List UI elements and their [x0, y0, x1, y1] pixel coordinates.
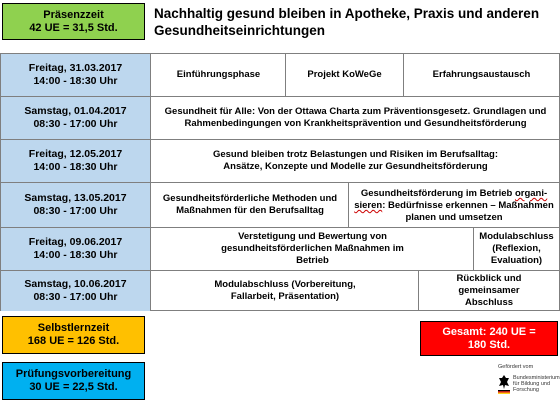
pruefungsvorbereitung-value: 30 UE = 22,5 Std.: [29, 381, 118, 393]
session-5-cell-2: Modulabschluss (Reflexion, Evaluation): [479, 231, 554, 266]
session-date-1: [1, 54, 151, 96]
time-text: 08:30 - 17:00 Uhr: [33, 205, 118, 217]
date-text: Samstag, 10.06.2017: [24, 278, 127, 290]
time-text: 08:30 - 17:00 Uhr: [33, 118, 118, 130]
praesenzzeit-value: 42 UE = 31,5 Std.: [29, 21, 118, 34]
date-text: Freitag, 09.06.2017: [28, 236, 123, 248]
praesenzzeit-title: Präsenzzeit: [43, 8, 104, 21]
eagle-icon: [498, 374, 510, 394]
date-text: Freitag, 12.05.2017: [28, 148, 123, 160]
gesamt-line-2: 180 Std.: [467, 338, 511, 351]
session-date-4: [1, 183, 151, 227]
bmbf-logo: [496, 364, 558, 406]
session-3-cell-1: Gesund bleiben trotz Belastungen und Risiken im Berufsalltag: Ansätze, Konzepte und Modelle zur Gesundheitsförderung: [212, 149, 499, 172]
cell-text-underlined: organi-: [514, 188, 548, 199]
session-6-cell-1: Modulabschluss (Vorbereitung, Fallarbeit, Präsentation): [214, 279, 356, 302]
cell-text: Gesundheitsförderung im Betrieb: [360, 188, 515, 199]
date-text: Samstag, 13.05.2017: [24, 192, 127, 204]
gesamt-box: [420, 321, 558, 356]
time-text: 14:00 - 18:30 Uhr: [33, 75, 118, 87]
session-5-cell-1: Verstetigung und Bewertung von gesundheitsförderlichen Maßnahmen im Betrieb: [221, 231, 404, 266]
session-6-cell-2: Rückblick und gemeinsamer Abschluss: [456, 273, 522, 308]
gefoerdert-text: Gefördert vom: [498, 364, 534, 370]
session-date-5: [1, 228, 151, 270]
date-text: Freitag, 31.03.2017: [28, 62, 123, 74]
pruefungsvorbereitung-box: [2, 362, 145, 400]
session-1-cell-2: Projekt KoWeGe: [307, 69, 382, 80]
gesamt-line-1: Gesamt: 240 UE =: [442, 325, 536, 338]
session-4-cell-1: Gesundheitsförderliche Methoden und Maßnahmen für den Berufsalltag: [162, 193, 338, 216]
session-1-cell-1: Einführungsphase: [176, 69, 261, 80]
selbstlernzeit-box: [2, 316, 145, 354]
ministry-text: Bundesministerium für Bildung und Forschung: [513, 375, 560, 393]
time-text: 14:00 - 18:30 Uhr: [33, 249, 118, 261]
session-date-3: [1, 140, 151, 182]
date-text: Samstag, 01.04.2017: [24, 105, 127, 117]
session-1-cell-3: Erfahrungsaustausch: [432, 69, 531, 80]
session-date-2: [1, 97, 151, 139]
selbstlernzeit-value: 168 UE = 126 Std.: [27, 335, 120, 347]
schedule-grid: [0, 53, 560, 311]
session-2-cell-1: Gesundheit für Alle: Von der Ottawa Charta zum Präventionsgesetz. Grundlagen und Rahmenbedingungen von Krankheitsprävention und Gesundheitsförderung: [164, 106, 547, 129]
page-title: Nachhaltig gesund bleiben in Apotheke, Praxis und anderen Gesundheitseinrichtungen: [154, 6, 540, 38]
selbstlernzeit-title: Selbstlernzeit: [37, 322, 110, 334]
cell-text-underlined: sieren: [354, 200, 383, 211]
cell-text: : Bedürfnisse erkennen – Maßnahmen planen und umsetzen: [382, 200, 554, 223]
pruefungsvorbereitung-title: Prüfungsvorbereitung: [15, 368, 132, 380]
time-text: 14:00 - 18:30 Uhr: [33, 161, 118, 173]
praesenzzeit-box: [2, 3, 145, 40]
session-4-cell-2: [349, 183, 559, 227]
time-text: 08:30 - 17:00 Uhr: [33, 291, 118, 303]
session-date-6: [1, 271, 151, 311]
